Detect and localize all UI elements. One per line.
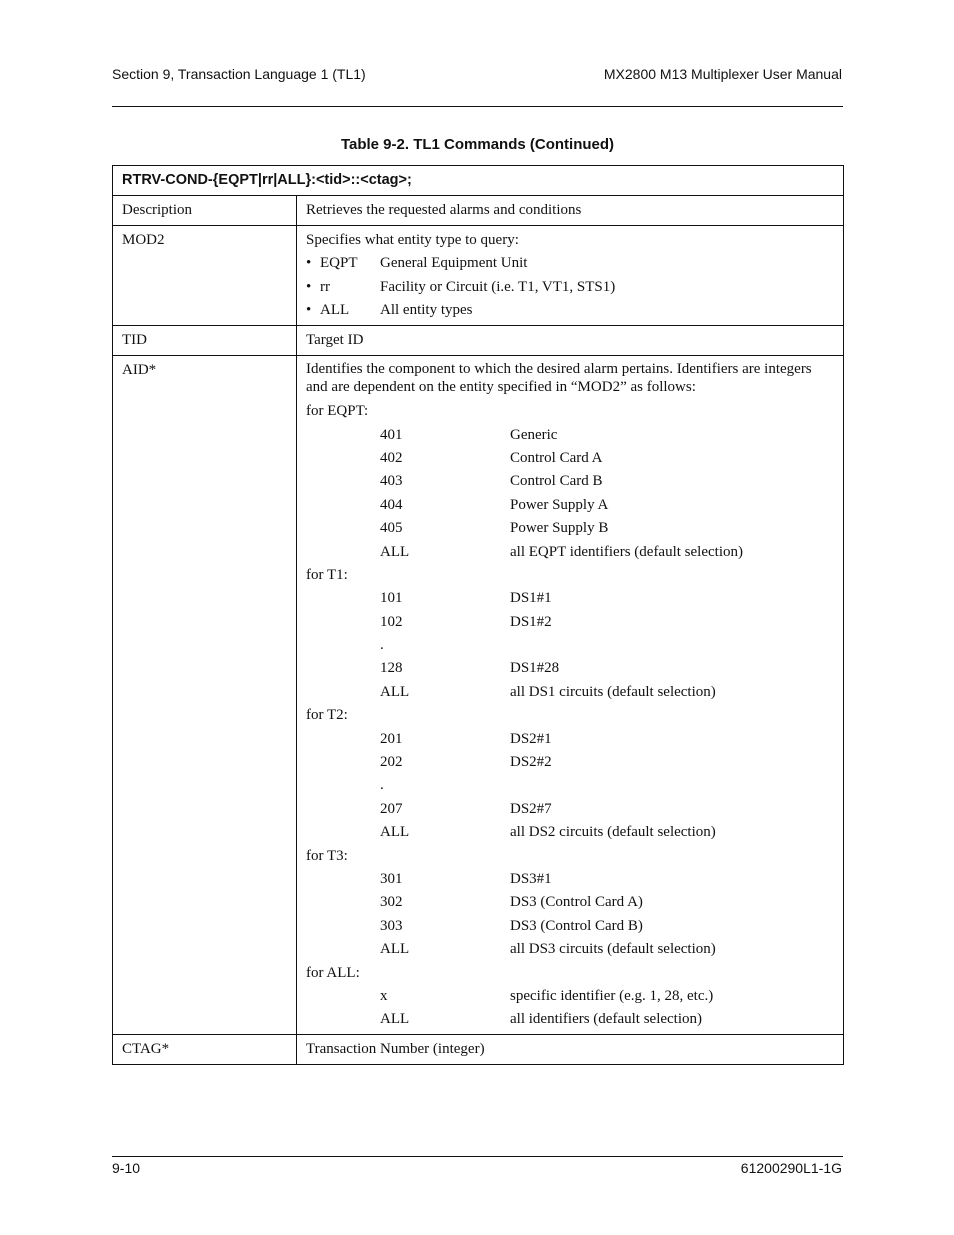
list-item: 405 Power Supply B bbox=[380, 520, 609, 537]
list-item: ALL all DS2 circuits (default selection) bbox=[380, 824, 716, 841]
row-value-description: Retrieves the requested alarms and conditions bbox=[297, 196, 844, 226]
list-item: ALL all DS1 circuits (default selection) bbox=[380, 683, 716, 700]
tl1-commands-table bbox=[112, 165, 844, 1065]
list-item: x specific identifier (e.g. 1, 28, etc.) bbox=[380, 987, 714, 1004]
table-title: Table 9-2. TL1 Commands (Continued) bbox=[340, 136, 615, 153]
aid-intro: Identifies the component to which the desired alarm pertains. Identifiers are integers and are dependent on the entity specified in “MOD2” as follows: bbox=[306, 361, 812, 396]
row-value-tid: Target ID bbox=[297, 326, 844, 356]
group-heading-t2: for T2: bbox=[306, 707, 348, 724]
list-item: 301 DS3#1 bbox=[380, 870, 552, 887]
table-row bbox=[113, 356, 844, 1035]
command-syntax: RTRV-COND-{EQPT|rr|ALL}:<tid>::<ctag>; bbox=[113, 166, 844, 196]
list-item: 302 DS3 (Control Card A) bbox=[380, 894, 643, 911]
list-item: • ALL All entity types bbox=[306, 302, 473, 319]
list-item: 201 DS2#1 bbox=[380, 730, 552, 747]
row-value-ctag: Transaction Number (integer) bbox=[297, 1035, 844, 1065]
list-item: ALL all EQPT identifiers (default selection) bbox=[380, 543, 743, 560]
list-item: 202 DS2#2 bbox=[380, 754, 552, 771]
list-item: 102 DS1#2 bbox=[380, 613, 552, 630]
list-item: ALL all identifiers (default selection) bbox=[380, 1011, 703, 1028]
table-row bbox=[113, 196, 844, 226]
list-item: ALL all DS3 circuits (default selection) bbox=[380, 941, 716, 958]
list-item: 401 Generic bbox=[380, 426, 558, 443]
row-value-mod2 bbox=[297, 226, 844, 326]
row-label-description: Description bbox=[113, 196, 297, 226]
list-item: • rr Facility or Circuit (i.e. T1, VT1, STS1) bbox=[306, 278, 616, 295]
group-heading-t1: for T1: bbox=[306, 566, 348, 583]
group-heading-t3: for T3: bbox=[306, 847, 348, 864]
table-row bbox=[113, 226, 844, 326]
row-label-mod2: MOD2 bbox=[113, 226, 297, 326]
list-item: 101 DS1#1 bbox=[380, 590, 552, 607]
running-header-section: Section 9, Transaction Language 1 (TL1) bbox=[112, 66, 366, 82]
table-row bbox=[113, 326, 844, 356]
table-row bbox=[113, 166, 844, 196]
row-label-aid: AID* bbox=[113, 356, 297, 1035]
row-value-aid bbox=[297, 356, 844, 1035]
row-label-ctag: CTAG* bbox=[113, 1035, 297, 1065]
header-rule bbox=[112, 106, 843, 107]
group-heading-eqpt: for EQPT: bbox=[306, 403, 369, 420]
list-item: 403 Control Card B bbox=[380, 473, 603, 490]
mod2-intro: Specifies what entity type to query: bbox=[306, 232, 519, 248]
footer-rule bbox=[112, 1156, 843, 1157]
list-item: . bbox=[380, 637, 384, 654]
list-item: . bbox=[380, 777, 384, 794]
list-item: • EQPT General Equipment Unit bbox=[306, 255, 528, 272]
list-item: 207 DS2#7 bbox=[380, 800, 552, 817]
group-heading-all: for ALL: bbox=[306, 964, 360, 981]
running-header-manual-title: MX2800 M13 Multiplexer User Manual bbox=[603, 66, 842, 82]
list-item: 404 Power Supply A bbox=[380, 496, 609, 513]
list-item: 402 Control Card A bbox=[380, 449, 603, 466]
list-item: 128 DS1#28 bbox=[380, 660, 560, 677]
page-number: 9-10 bbox=[112, 1160, 141, 1176]
document-number: 61200290L1-1G bbox=[740, 1160, 842, 1176]
list-item: 303 DS3 (Control Card B) bbox=[380, 917, 643, 934]
table-row bbox=[113, 1035, 844, 1065]
row-label-tid: TID bbox=[113, 326, 297, 356]
